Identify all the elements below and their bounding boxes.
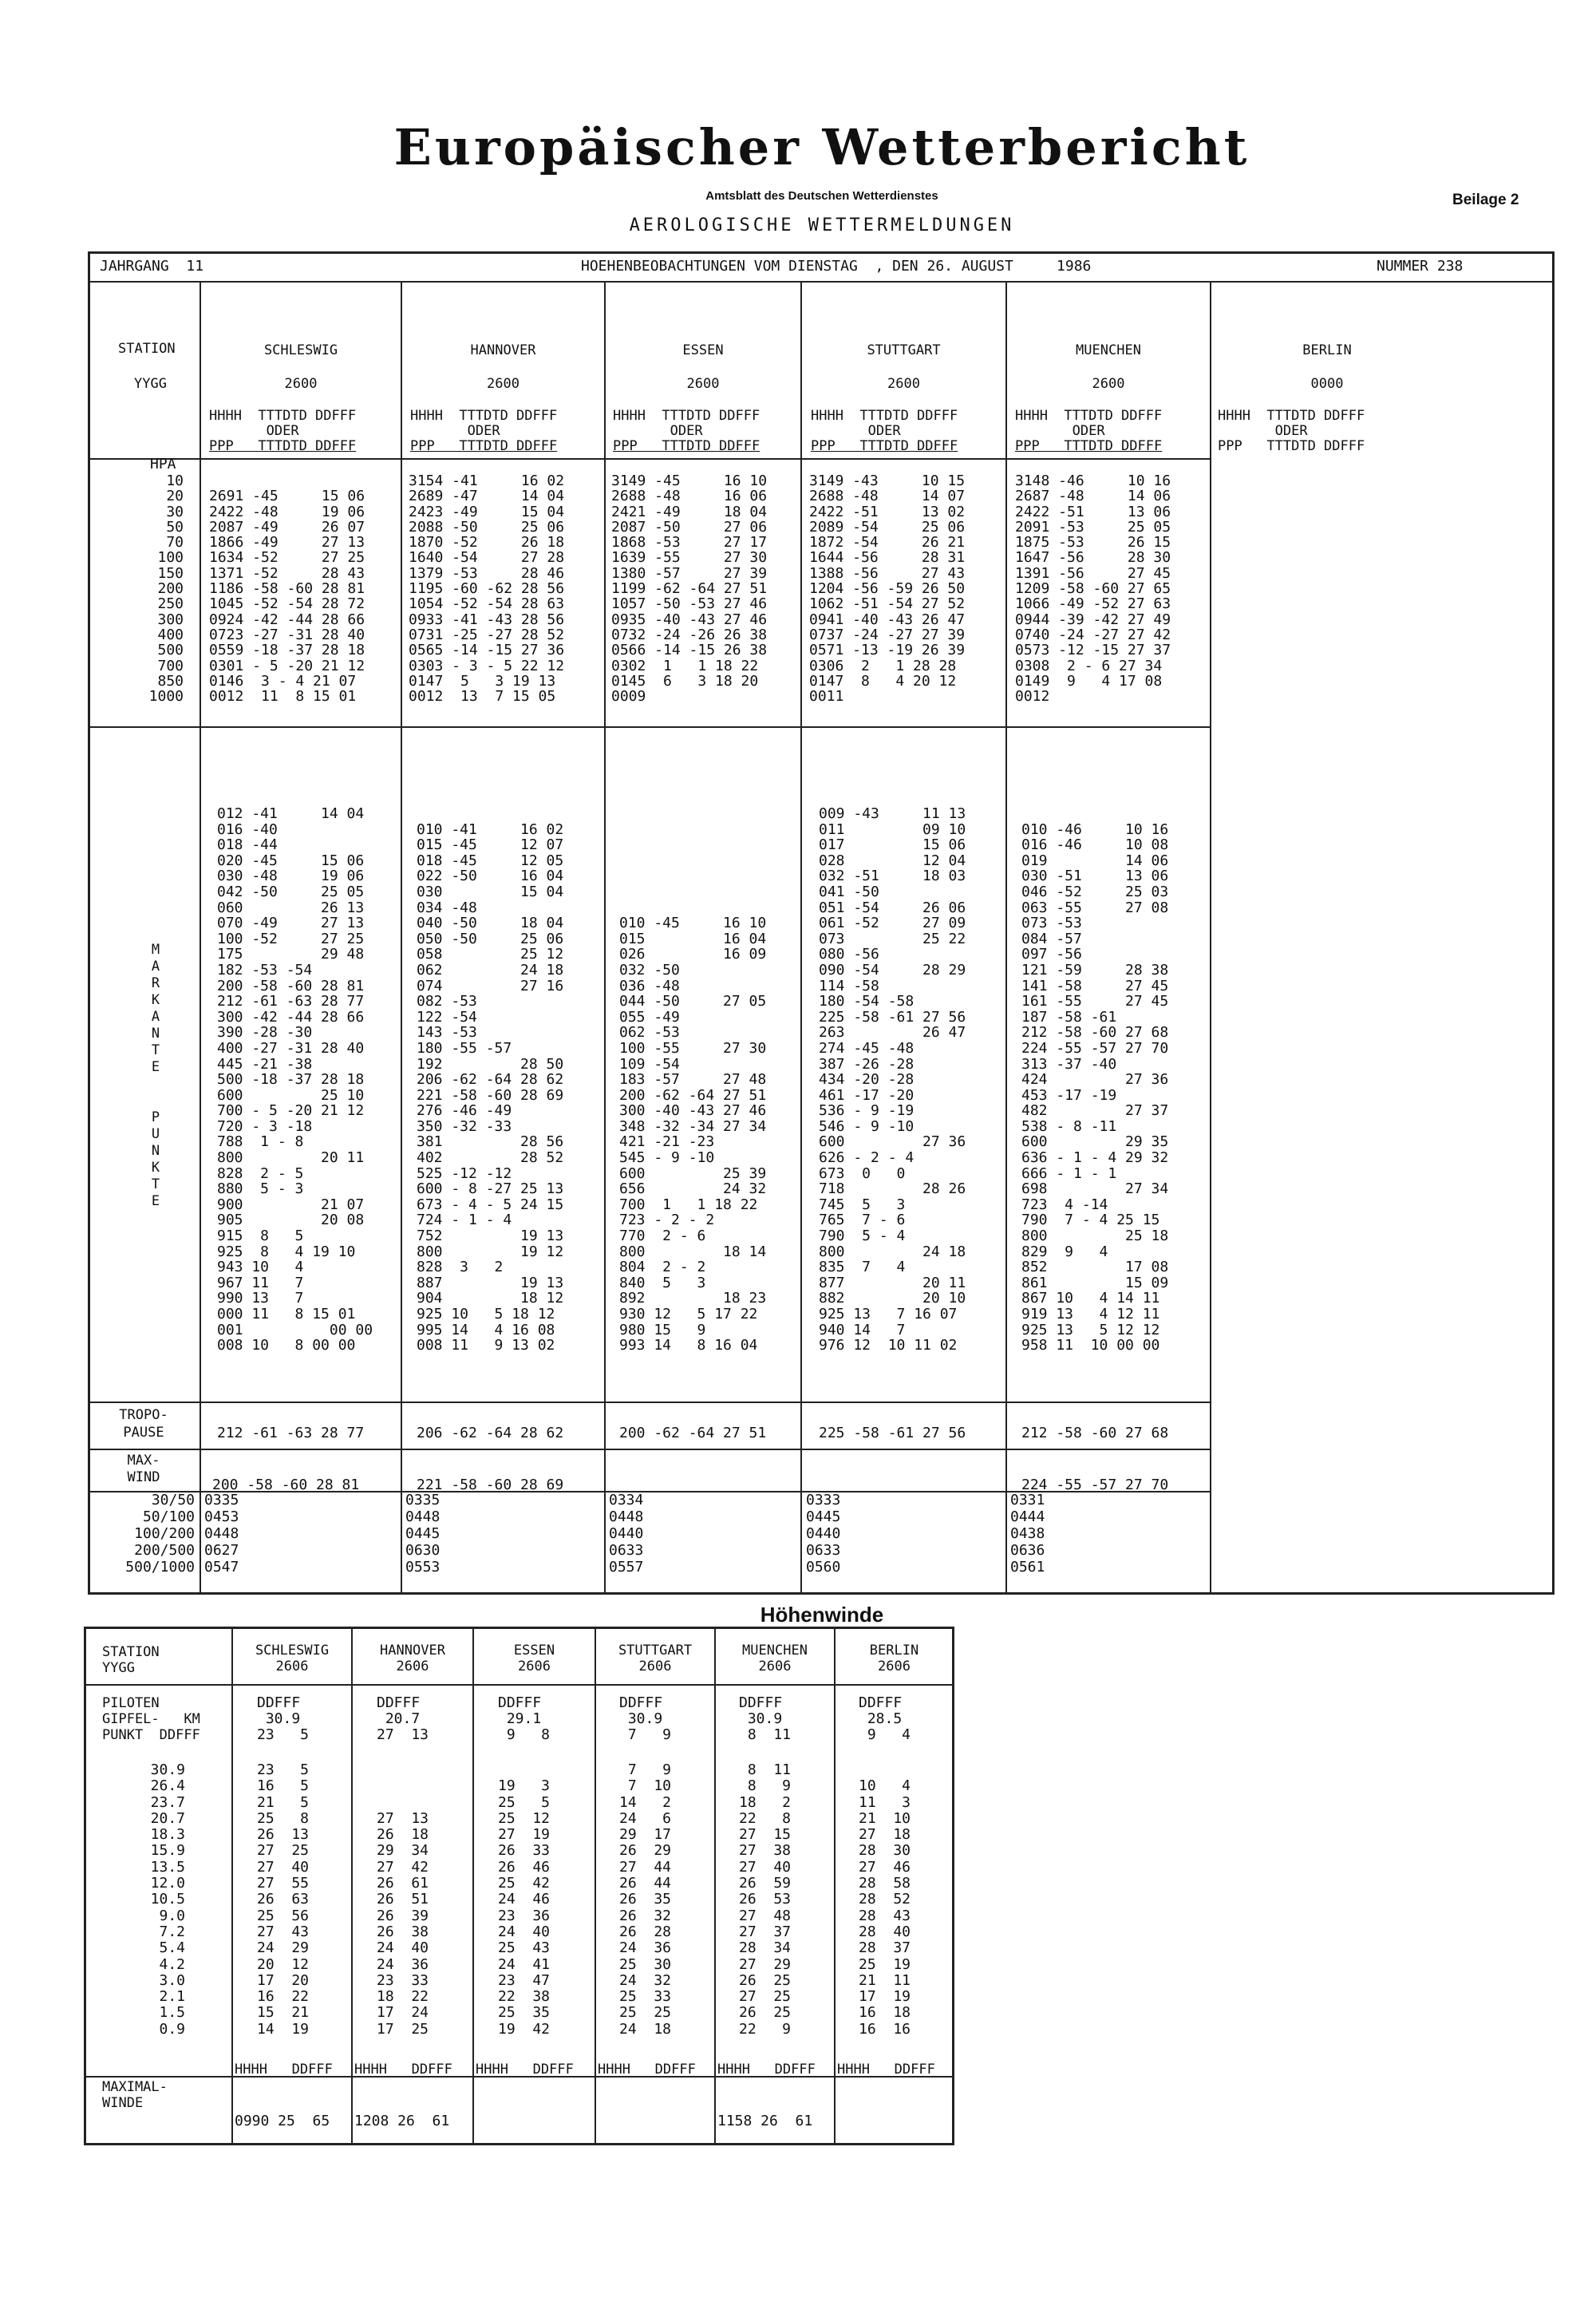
wind-yygg-essen: 2606 <box>518 1659 551 1674</box>
pilot-berlin: DDFFF 28.5 9 4 <box>859 1694 911 1743</box>
station-yygg-berlin: 0000 <box>1310 376 1344 392</box>
hpa-label: HPA <box>150 456 176 472</box>
significant-data-schleswig: 012 -41 14 04 016 -40 018 -44 020 -45 15 06 030 -48 19 06 042 -50 25 05 060 26 13 070 -49 27 13 100 -52 27 25 175 29 48 182 -53 -54 200 -58 -60 28 81 212 -61 -63 28 77 300 -42 -44 28 66 390 -28 -30 400 -27 -31 28 40 445 -21 -38 500 -18 -37 28 18 600 25 10 700 - 5 -20 21 12 720 - 3 -18 788 1 - 8 800 20 11 828 2 - 5 880 5 - 3 900 21 07 905 20 08 915 8 5 925 8 4 19 10 943 10 4 967 11 7 990 13 7 000 11 8 15 01 001 00 00 008 10 8 00 00 <box>217 805 373 1354</box>
station-name-essen: ESSEN <box>682 342 724 358</box>
wind-yygg-stuttgart: 2606 <box>638 1659 672 1674</box>
significant-data-hannover: 010 -41 16 02 015 -45 12 07 018 -45 12 05 022 -50 16 04 030 15 04 034 -48 040 -50 18 04 050 -50 25 06 058 25 12 062 24 18 074 27 16 082 -53 122 -54 143 -53 180 -55 -57 192 28 50 206 -62 -64 28 62 221 -58 -60 28 69 276 -46 -49 350 -32 -33 381 28 56 402 28 52 525 -12 -12 600 - 8 -27 25 13 673 - 4 - 5 24 15 724 - 1 - 4 752 19 13 800 19 12 828 3 2 887 19 13 904 18 12 925 10 5 18 12 995 14 4 16 08 008 11 9 13 02 <box>417 820 564 1354</box>
column-subheader: ODER <box>1218 423 1308 439</box>
station-name-berlin: BERLIN <box>1302 342 1352 358</box>
column-divider <box>800 281 802 1595</box>
tropopause-essen: 200 -62 -64 27 51 <box>619 1425 767 1441</box>
column-divider <box>1005 281 1007 1595</box>
wind-column-divider <box>714 1627 716 2145</box>
banner-observation-date: HOEHENBEOBACHTUNGEN VOM DIENSTAG , DEN 26. AUGUST 1986 <box>581 258 1092 275</box>
pilot-stuttgart: DDFFF 30.9 7 9 <box>619 1694 672 1743</box>
significant-data-essen: 010 -45 16 10 015 16 04 026 16 09 032 -50 036 -48 044 -50 27 05 055 -49 062 -53 100 -55 27 30 109 -54 183 -57 27 48 200 -62 -64 27 51 300 -40 -43 27 46 348 -32 -34 27 34 421 -21 -23 545 - 9 -10 600 25 39 656 24 32 700 1 1 18 22 723 - 2 - 2 770 2 - 6 800 18 14 804 2 - 2 840 5 3 892 18 23 930 12 5 17 22 980 15 9 993 14 8 16 04 <box>619 915 767 1354</box>
column-subheader: HHHH TTTDTD DDFFF <box>1218 408 1365 424</box>
banner-divider <box>88 281 1555 283</box>
maximal-hhhh-head: HHHH DDFFF <box>235 2062 333 2078</box>
tropopause-label: TROPO- PAUSE <box>119 1407 168 1441</box>
page-subtitle: Amtsblatt des Deutschen Wetterdienstes <box>705 189 938 203</box>
wind-column-divider <box>834 1627 836 2145</box>
hoehenwinde-title: Höhenwinde <box>760 1603 884 1627</box>
column-subheader: ODER <box>811 423 901 439</box>
column-divider <box>200 281 201 1595</box>
wind-heights-km: 30.9 26.4 23.7 20.7 18.3 15.9 13.5 12.0 10.5 9.0 7.2 5.4 4.2 3.0 2.1 1.5 0.9 <box>150 1761 185 2038</box>
wind-yygg-schleswig: 2606 <box>275 1659 309 1674</box>
column-subheader: HHHH TTTDTD DDFFF <box>613 408 760 424</box>
column-subheader: PPP TTTDTD DDFFF <box>811 438 958 454</box>
column-divider <box>1210 281 1211 1595</box>
pilot-schleswig: DDFFF 30.9 23 5 <box>257 1694 310 1743</box>
column-subheader: HHHH TTTDTD DDFFF <box>410 408 558 424</box>
thickness-layers: 30/50 50/100 100/200 200/500 500/1000 <box>125 1492 195 1575</box>
station-yygg-hannover: 2600 <box>487 376 519 392</box>
winds-berlin: 10 4 11 3 21 10 27 18 28 30 27 46 28 58 28 52 28 43 28 40 28 37 25 19 21 11 17 19 16 18 16 16 <box>859 1777 911 2038</box>
wind-station-muenchen: MUENCHEN <box>742 1643 808 1659</box>
column-subheader: ODER <box>410 423 500 439</box>
wind-yygg-muenchen: 2606 <box>758 1659 792 1674</box>
maximal-hannover: 1208 26 61 <box>354 2113 450 2129</box>
tropopause-stuttgart: 225 -58 -61 27 56 <box>819 1425 966 1441</box>
station-yygg-essen: 2600 <box>686 376 720 392</box>
maxwind-label: MAX- WIND <box>127 1453 160 1485</box>
maxwind-schleswig: 200 -58 -60 28 81 <box>212 1477 360 1493</box>
column-subheader: PPP TTTDTD DDFFF <box>410 438 558 454</box>
winds-muenchen: 8 11 8 9 18 2 22 8 27 15 27 38 27 40 26 59 26 53 27 48 27 37 28 34 27 29 26 25 27 25 26 25 22 9 <box>739 1761 792 2038</box>
significant-data-stuttgart: 009 -43 11 13 011 09 10 017 15 06 028 12 04 032 -51 18 03 041 -50 051 -54 26 06 061 -52 27 09 073 25 22 080 -56 090 -54 28 29 114 -58 180 -54 -58 225 -58 -61 27 56 263 26 47 274 -45 -48 387 -26 -28 434 -20 -28 461 -17 -20 536 - 9 -19 546 - 9 -10 600 27 36 626 - 2 - 4 673 0 0 718 28 26 745 5 3 765 7 - 6 790 5 - 4 800 24 18 835 7 4 877 20 11 882 20 10 925 13 7 16 07 940 14 7 976 12 10 11 02 <box>819 805 966 1354</box>
maximal-hhhh-head: HHHH DDFFF <box>598 2062 696 2078</box>
tropopause-muenchen: 212 -58 -60 27 68 <box>1021 1425 1169 1441</box>
maxwind-hannover: 221 -58 -60 28 69 <box>417 1477 564 1493</box>
significant-data-muenchen: 010 -46 10 16 016 -46 10 08 019 14 06 030 -51 13 06 046 -52 25 03 063 -55 27 08 073 -53 084 -57 097 -56 121 -59 28 38 141 -58 27 45 161 -55 27 45 187 -58 -61 212 -58 -60 27 68 224 -55 -57 27 70 313 -37 -40 424 27 36 453 -17 -19 482 27 37 538 - 8 -11 600 29 35 636 - 1 - 4 29 32 666 - 1 - 1 698 27 34 723 4 -14 790 7 - 4 25 15 800 25 18 829 9 4 852 17 08 861 15 09 867 10 4 14 11 919 13 4 12 11 925 13 5 12 12 958 11 10 00 00 <box>1021 820 1169 1354</box>
wind-column-divider <box>231 1627 233 2145</box>
pilot-essen: DDFFF 29.1 9 8 <box>498 1694 551 1743</box>
maxwind-muenchen: 224 -55 -57 27 70 <box>1021 1477 1169 1493</box>
station-name-muenchen: MUENCHEN <box>1076 342 1141 358</box>
maximal-winde-label: MAXIMAL- WINDE <box>102 2079 168 2111</box>
markante-punkte-label: M A R K A N T E P U N K T E <box>151 942 160 1209</box>
significant-points-divider <box>88 1402 1210 1403</box>
station-yygg-stuttgart: 2600 <box>887 376 920 392</box>
standard-data-schleswig: 2691 -45 15 06 2422 -48 19 06 2087 -49 26 07 1866 -49 27 13 1634 -52 27 25 1371 -52 28 43 1186 -58 -60 28 81 1045 -52 -54 28 72 0924 -42 -44 28 66 0723 -27 -31 28 40 0559 -18 -37 28 18 0301 - 5 -20 21 12 0146 3 - 4 21 07 0012 11 8 15 01 <box>209 488 365 706</box>
thickness-muenchen: 0331 0444 0438 0636 0561 <box>1010 1492 1045 1575</box>
hpa-levels: 10 20 30 50 70 100 150 200 250 300 400 500 700 850 1000 <box>148 472 184 706</box>
maximal-schleswig: 0990 25 65 <box>235 2113 330 2129</box>
wind-column-divider <box>472 1627 474 2145</box>
tropopause-schleswig: 212 -61 -63 28 77 <box>217 1425 365 1441</box>
section-heading: AEROLOGISCHE WETTERMELDUNGEN <box>629 215 1015 235</box>
wind-yygg-hannover: 2606 <box>396 1659 429 1674</box>
wind-station-stuttgart: STUTTGART <box>618 1643 693 1659</box>
wind-header-divider <box>84 1684 954 1686</box>
column-subheader: HHHH TTTDTD DDFFF <box>209 408 357 424</box>
standard-levels-divider <box>88 726 1210 728</box>
station-name-stuttgart: STUTTGART <box>867 342 941 358</box>
thickness-stuttgart: 0333 0445 0440 0633 0560 <box>806 1492 841 1575</box>
maximal-hhhh-head: HHHH DDFFF <box>837 2062 935 2078</box>
thickness-schleswig: 0335 0453 0448 0627 0547 <box>204 1492 239 1575</box>
wind-station-hannover: HANNOVER <box>380 1643 445 1659</box>
standard-data-stuttgart: 3149 -43 10 15 2688 -48 14 07 2422 -51 13 02 2089 -54 25 06 1872 -54 26 21 1644 -56 28 31 1388 -56 27 43 1204 -56 -59 26 50 1062 -51 -54 27 52 0941 -40 -43 26 47 0737 -24 -27 27 39 0571 -13 -19 26 39 0306 2 1 28 28 0147 8 4 20 12 0011 <box>809 472 966 706</box>
standard-data-muenchen: 3148 -46 10 16 2687 -48 14 06 2422 -51 13 06 2091 -53 25 05 1875 -53 26 15 1647 -56 28 30 1391 -56 27 45 1209 -58 -60 27 65 1066 -49 -52 27 63 0944 -39 -42 27 49 0740 -24 -27 27 42 0573 -12 -15 27 37 0308 2 - 6 27 34 0149 9 4 17 08 0012 <box>1015 472 1171 706</box>
column-subheader: HHHH TTTDTD DDFFF <box>1015 408 1163 424</box>
wind-station-essen: ESSEN <box>513 1643 555 1659</box>
tropopause-hannover: 206 -62 -64 28 62 <box>417 1425 564 1441</box>
winds-stuttgart: 7 9 7 10 14 2 24 6 29 17 26 29 27 44 26 44 26 35 26 32 26 28 24 36 25 30 24 32 25 33 25 25 24 18 <box>619 1761 672 2038</box>
station-name-hannover: HANNOVER <box>470 342 536 358</box>
column-subheader: HHHH TTTDTD DDFFF <box>811 408 958 424</box>
station-yygg-schleswig: 2600 <box>284 376 318 392</box>
winds-hannover: 27 13 26 18 29 34 27 42 26 61 26 51 26 39 26 38 24 40 24 36 23 33 18 22 17 24 17 25 <box>377 1809 429 2038</box>
tropopause-divider <box>88 1449 1210 1450</box>
station-yygg-muenchen: 2600 <box>1092 376 1125 392</box>
yygg-label: YYGG <box>134 376 167 392</box>
banner-nummer: NUMMER 238 <box>1377 258 1464 275</box>
standard-data-essen: 3149 -45 16 10 2688 -48 16 06 2421 -49 18 04 2087 -50 27 06 1868 -53 27 17 1639 -55 27 30 1380 -57 27 39 1199 -62 -64 27 51 1057 -50 -53 27 46 0935 -40 -43 27 46 0732 -24 -26 26 38 0566 -14 -15 26 38 0302 1 1 18 22 0145 6 3 18 20 0009 <box>611 472 768 706</box>
header-divider <box>88 458 1210 460</box>
standard-data-hannover: 3154 -41 16 02 2689 -47 14 04 2423 -49 15 04 2088 -50 25 06 1870 -52 26 18 1640 -54 27 28 1379 -53 28 46 1195 -60 -62 28 56 1054 -52 -54 28 63 0933 -41 -43 28 56 0731 -25 -27 28 52 0565 -14 -15 27 36 0303 - 3 - 5 22 12 0147 5 3 19 13 0012 13 7 15 05 <box>409 472 565 706</box>
wind-station-label: STATION YYGG <box>102 1644 160 1676</box>
thickness-hannover: 0335 0448 0445 0630 0553 <box>405 1492 440 1575</box>
page-title: Europäischer Wetterbericht <box>393 118 1250 176</box>
station-name-schleswig: SCHLESWIG <box>263 342 338 358</box>
wind-station-berlin: BERLIN <box>869 1643 919 1659</box>
maximal-hhhh-head: HHHH DDFFF <box>476 2062 574 2078</box>
column-subheader: PPP TTTDTD DDFFF <box>209 438 357 454</box>
pilot-muenchen: DDFFF 30.9 8 11 <box>739 1694 792 1743</box>
column-subheader: PPP TTTDTD DDFFF <box>613 438 760 454</box>
column-subheader: ODER <box>613 423 703 439</box>
column-subheader: PPP TTTDTD DDFFF <box>1218 438 1365 454</box>
column-divider <box>401 281 402 1595</box>
column-subheader: ODER <box>1015 423 1105 439</box>
pilot-hannover: DDFFF 20.7 27 13 <box>377 1694 429 1743</box>
piloten-label: PILOTEN GIPFEL- KM PUNKT DDFFF <box>102 1695 200 1743</box>
beilage-label: Beilage 2 <box>1452 192 1519 208</box>
column-divider <box>604 281 606 1595</box>
wind-column-divider <box>953 1627 954 2145</box>
column-subheader: PPP TTTDTD DDFFF <box>1015 438 1163 454</box>
thickness-essen: 0334 0448 0440 0633 0557 <box>609 1492 644 1575</box>
maximal-muenchen: 1158 26 61 <box>717 2113 813 2129</box>
winds-schleswig: 23 5 16 5 21 5 25 8 26 13 27 25 27 40 27 55 26 63 25 56 27 43 24 29 20 12 17 20 16 22 15 21 14 19 <box>257 1761 310 2038</box>
banner-jahrgang: JAHRGANG 11 <box>100 258 204 275</box>
maximal-hhhh-head: HHHH DDFFF <box>354 2062 452 2078</box>
wind-station-schleswig: SCHLESWIG <box>255 1643 330 1659</box>
wind-yygg-berlin: 2606 <box>878 1659 911 1674</box>
column-subheader: ODER <box>209 423 299 439</box>
winds-essen: 19 3 25 5 25 12 27 19 26 33 26 46 25 42 24 46 23 36 24 40 25 43 24 41 23 47 22 38 25 35 19 42 <box>498 1777 551 2038</box>
wind-column-divider <box>351 1627 353 2145</box>
wind-column-divider <box>595 1627 596 2145</box>
station-label: STATION <box>118 341 176 357</box>
maximal-hhhh-head: HHHH DDFFF <box>717 2062 816 2078</box>
